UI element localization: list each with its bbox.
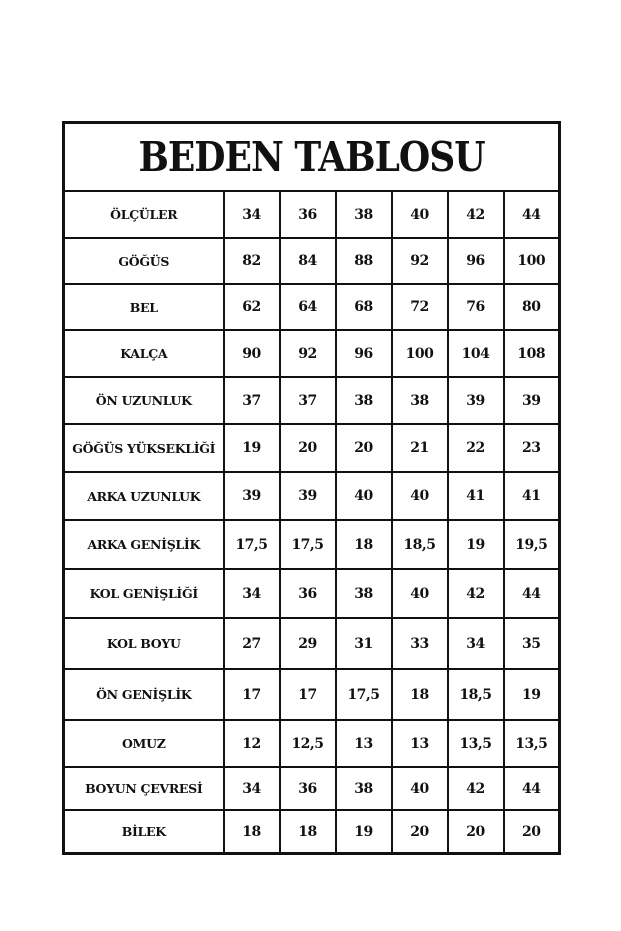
measurement-value: 34	[224, 767, 280, 810]
measurement-value: 39	[504, 377, 560, 424]
measurement-value: 64	[280, 284, 336, 330]
measurement-value: 19,5	[504, 520, 560, 569]
row-label: ARKA GENİŞLİK	[64, 520, 224, 569]
measurement-value: 17	[280, 669, 336, 720]
measurement-value: 18,5	[392, 520, 448, 569]
measurement-value: 38	[336, 377, 392, 424]
header-row	[64, 191, 560, 238]
measurement-value: 13,5	[504, 720, 560, 767]
table-row	[64, 238, 560, 284]
measurement-value: 41	[448, 472, 504, 520]
row-label: GÖĞÜS	[64, 238, 224, 284]
measurement-value: 17,5	[336, 669, 392, 720]
measurement-value: 96	[448, 238, 504, 284]
table-row	[64, 330, 560, 377]
table-row	[64, 767, 560, 810]
measurement-value: 40	[392, 569, 448, 618]
measurement-value: 108	[504, 330, 560, 377]
measurement-value: 90	[224, 330, 280, 377]
row-label: BEL	[64, 284, 224, 330]
table-row	[64, 669, 560, 720]
measurement-value: 38	[336, 767, 392, 810]
measurement-value: 72	[392, 284, 448, 330]
measurement-value: 40	[392, 767, 448, 810]
size-chart-table	[62, 121, 561, 855]
measurement-value: 42	[448, 569, 504, 618]
measurement-value: 39	[280, 472, 336, 520]
measurement-value: 68	[336, 284, 392, 330]
measurement-value: 27	[224, 618, 280, 669]
table-row	[64, 618, 560, 669]
measurement-value: 34	[448, 618, 504, 669]
measurement-value: 17,5	[280, 520, 336, 569]
row-label: KOL GENİŞLİĞİ	[64, 569, 224, 618]
measurement-value: 20	[392, 810, 448, 854]
measurement-value: 84	[280, 238, 336, 284]
measurement-value: 92	[392, 238, 448, 284]
row-label: ÖN UZUNLUK	[64, 377, 224, 424]
measurement-value: 39	[448, 377, 504, 424]
measurement-value: 20	[448, 810, 504, 854]
measurement-value: 36	[280, 569, 336, 618]
measurement-value: 19	[504, 669, 560, 720]
measurement-value: 18	[224, 810, 280, 854]
measurement-value: 34	[224, 569, 280, 618]
measurement-value: 21	[392, 424, 448, 472]
measurement-value: 41	[504, 472, 560, 520]
measurement-value: 37	[280, 377, 336, 424]
measurement-value: 42	[448, 767, 504, 810]
row-label: GÖĞÜS YÜKSEKLİĞİ	[64, 424, 224, 472]
size-header: 34	[224, 191, 280, 238]
measurement-value: 19	[448, 520, 504, 569]
row-label: BİLEK	[64, 810, 224, 854]
measurement-value: 20	[504, 810, 560, 854]
measurement-value: 19	[224, 424, 280, 472]
measurement-value: 12	[224, 720, 280, 767]
measurement-value: 88	[336, 238, 392, 284]
measurement-value: 82	[224, 238, 280, 284]
size-header: 40	[392, 191, 448, 238]
table-row	[64, 810, 560, 854]
measurement-value: 17,5	[224, 520, 280, 569]
title-row	[64, 123, 560, 192]
measurement-value: 37	[224, 377, 280, 424]
measurement-value: 62	[224, 284, 280, 330]
measurement-value: 35	[504, 618, 560, 669]
table-row	[64, 569, 560, 618]
measurement-value: 100	[504, 238, 560, 284]
table-row	[64, 520, 560, 569]
measurement-value: 29	[280, 618, 336, 669]
measurement-value: 18	[336, 520, 392, 569]
measurement-value: 100	[392, 330, 448, 377]
measurement-value: 33	[392, 618, 448, 669]
measurement-value: 18	[280, 810, 336, 854]
measurement-value: 18,5	[448, 669, 504, 720]
measurement-value: 13,5	[448, 720, 504, 767]
table-row	[64, 720, 560, 767]
size-header: 38	[336, 191, 392, 238]
measurement-value: 18	[392, 669, 448, 720]
measurement-value: 17	[224, 669, 280, 720]
measurement-value: 92	[280, 330, 336, 377]
table-title	[64, 123, 560, 192]
measurement-value: 12,5	[280, 720, 336, 767]
row-label: KOL BOYU	[64, 618, 224, 669]
measurement-value: 40	[336, 472, 392, 520]
table-row	[64, 284, 560, 330]
measurement-value: 38	[336, 569, 392, 618]
table-row	[64, 377, 560, 424]
table-row	[64, 472, 560, 520]
row-label: ÖN GENİŞLİK	[64, 669, 224, 720]
size-header: 44	[504, 191, 560, 238]
row-label: OMUZ	[64, 720, 224, 767]
row-label: KALÇA	[64, 330, 224, 377]
measurement-value: 22	[448, 424, 504, 472]
measurement-value: 20	[280, 424, 336, 472]
measurement-value: 13	[336, 720, 392, 767]
measurement-value: 19	[336, 810, 392, 854]
measurement-value: 40	[392, 472, 448, 520]
measurement-value: 31	[336, 618, 392, 669]
measurement-value: 76	[448, 284, 504, 330]
size-header: 42	[448, 191, 504, 238]
table-row	[64, 424, 560, 472]
measurement-value: 23	[504, 424, 560, 472]
measurement-value: 96	[336, 330, 392, 377]
header-label: ÖLÇÜLER	[64, 191, 224, 238]
row-label: BOYUN ÇEVRESİ	[64, 767, 224, 810]
measurement-value: 44	[504, 767, 560, 810]
measurement-value: 104	[448, 330, 504, 377]
measurement-value: 38	[392, 377, 448, 424]
measurement-value: 80	[504, 284, 560, 330]
measurement-value: 36	[280, 767, 336, 810]
row-label: ARKA UZUNLUK	[64, 472, 224, 520]
table-title-text: BEDEN TABLOSU	[138, 132, 485, 182]
measurement-value: 20	[336, 424, 392, 472]
measurement-value: 39	[224, 472, 280, 520]
measurement-value: 13	[392, 720, 448, 767]
measurement-value: 44	[504, 569, 560, 618]
size-header: 36	[280, 191, 336, 238]
